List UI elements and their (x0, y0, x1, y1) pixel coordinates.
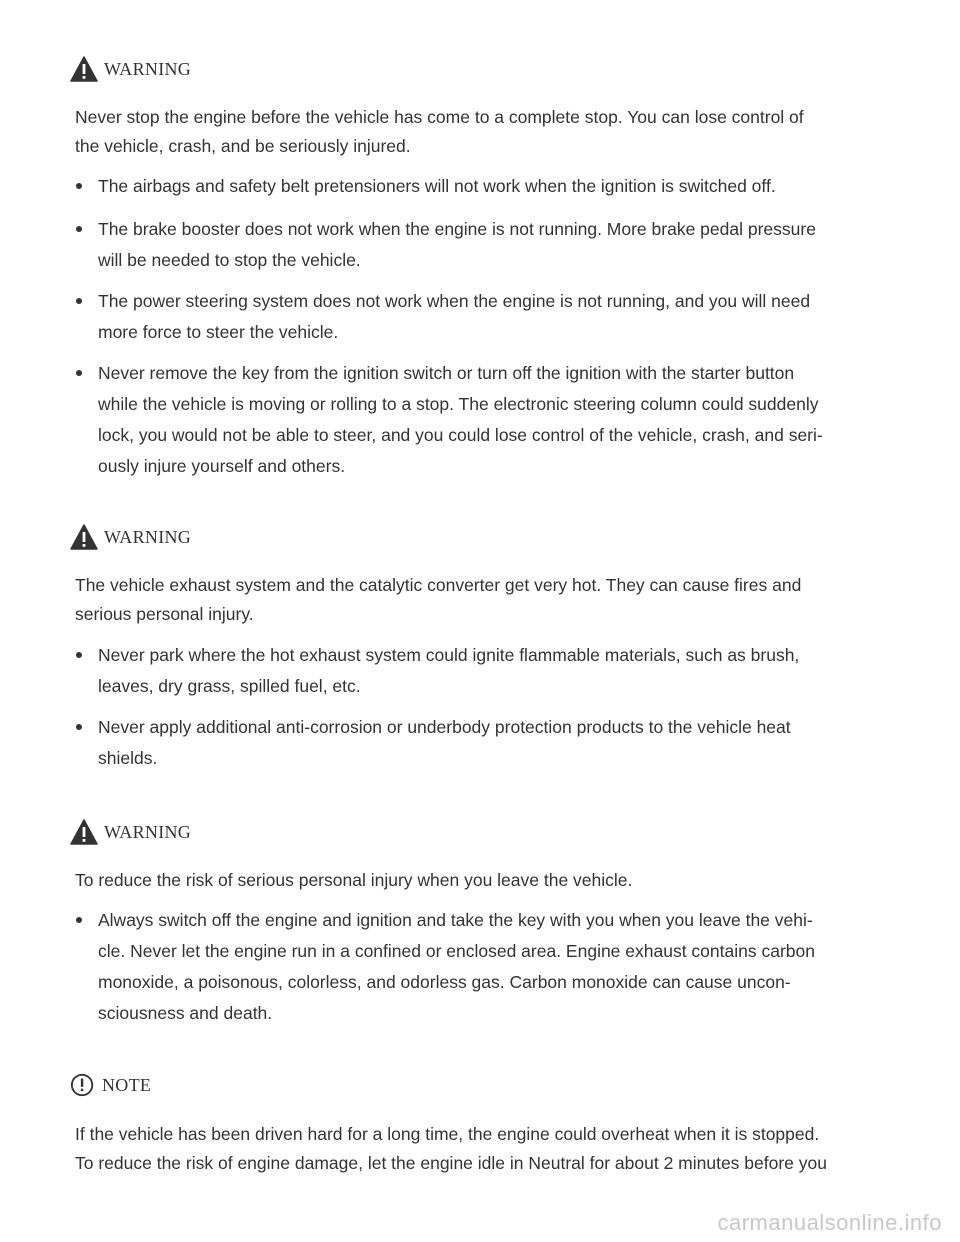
text-line: Always switch off the engine and ignition and take the key with you when you leave the vehi- (98, 910, 813, 930)
list-item (98, 214, 898, 276)
text-line: Never park where the hot exhaust system could ignite flammable materials, such as brush, (98, 645, 800, 665)
text-line: the vehicle, crash, and be seriously injured. (75, 136, 411, 156)
text-line: lock, you would not be able to steer, and you could lose control of the vehicle, crash, and seri- (98, 425, 823, 445)
warning-triangle-icon (70, 819, 98, 845)
text-line: Never stop the engine before the vehicle has come to a complete stop. You can lose control of (75, 107, 804, 127)
list-item (98, 286, 898, 348)
text-line: sciousness and death. (98, 1003, 273, 1023)
warning-2-intro (75, 571, 895, 629)
list-item (98, 640, 898, 702)
text-line: serious personal injury. (75, 604, 254, 624)
warning-3-intro (75, 866, 895, 895)
text-line: ously injure yourself and others. (98, 456, 346, 476)
warning-1-intro (75, 103, 895, 161)
text-line: To reduce the risk of engine damage, let the engine idle in Neutral for about 2 minutes before you (75, 1153, 827, 1173)
text-line: Never apply additional anti-corrosion or underbody protection products to the vehicle heat (98, 717, 791, 737)
warning-triangle-icon (70, 56, 98, 82)
warning-label: WARNING (104, 58, 192, 79)
warning-header-2 (70, 522, 191, 552)
bullet (76, 652, 82, 658)
text-line: shields. (98, 748, 158, 768)
list-item (98, 358, 898, 482)
text-line: To reduce the risk of serious personal injury when you leave the vehicle. (75, 870, 633, 890)
text-line: monoxide, a poisonous, colorless, and odorless gas. Carbon monoxide can cause uncon- (98, 972, 791, 992)
list-item (98, 171, 898, 202)
bullet (76, 917, 82, 923)
text-line: cle. Never let the engine run in a confined or enclosed area. Engine exhaust contains carbon (98, 941, 815, 961)
bullet (76, 183, 82, 189)
note-label: NOTE (102, 1074, 152, 1095)
bullet (76, 226, 82, 232)
text-line: Never remove the key from the ignition switch or turn off the ignition with the starter button (98, 363, 795, 383)
note-header (70, 1070, 151, 1100)
text-line: The brake booster does not work when the engine is not running. More brake pedal pressure (98, 219, 816, 239)
warning-header-3 (70, 817, 191, 847)
bullet (76, 298, 82, 304)
warning-header-1 (70, 54, 191, 84)
text-line: leaves, dry grass, spilled fuel, etc. (98, 676, 361, 696)
list-item (98, 712, 898, 774)
text-line: The airbags and safety belt pretensioners will not work when the ignition is switched off. (98, 176, 776, 196)
text-line: If the vehicle has been driven hard for a long time, the engine could overheat when it is stopped. (75, 1124, 820, 1144)
warning-triangle-icon (70, 524, 98, 550)
watermark: carmanualsonline.info (717, 1210, 942, 1235)
text-line: The vehicle exhaust system and the catalytic converter get very hot. They can cause fires and (75, 575, 802, 595)
text-line: while the vehicle is moving or rolling to a stop. The electronic steering column could suddenly (98, 394, 819, 414)
text-line: will be needed to stop the vehicle. (98, 250, 361, 270)
text-line: The power steering system does not work when the engine is not running, and you will need (98, 291, 811, 311)
bullet (76, 370, 82, 376)
text-line: more force to steer the vehicle. (98, 322, 339, 342)
warning-label: WARNING (104, 821, 192, 842)
note-body (75, 1120, 895, 1178)
bullet (76, 724, 82, 730)
list-item (98, 905, 898, 1029)
warning-label: WARNING (104, 526, 192, 547)
exclamation-circle-icon (70, 1072, 96, 1098)
